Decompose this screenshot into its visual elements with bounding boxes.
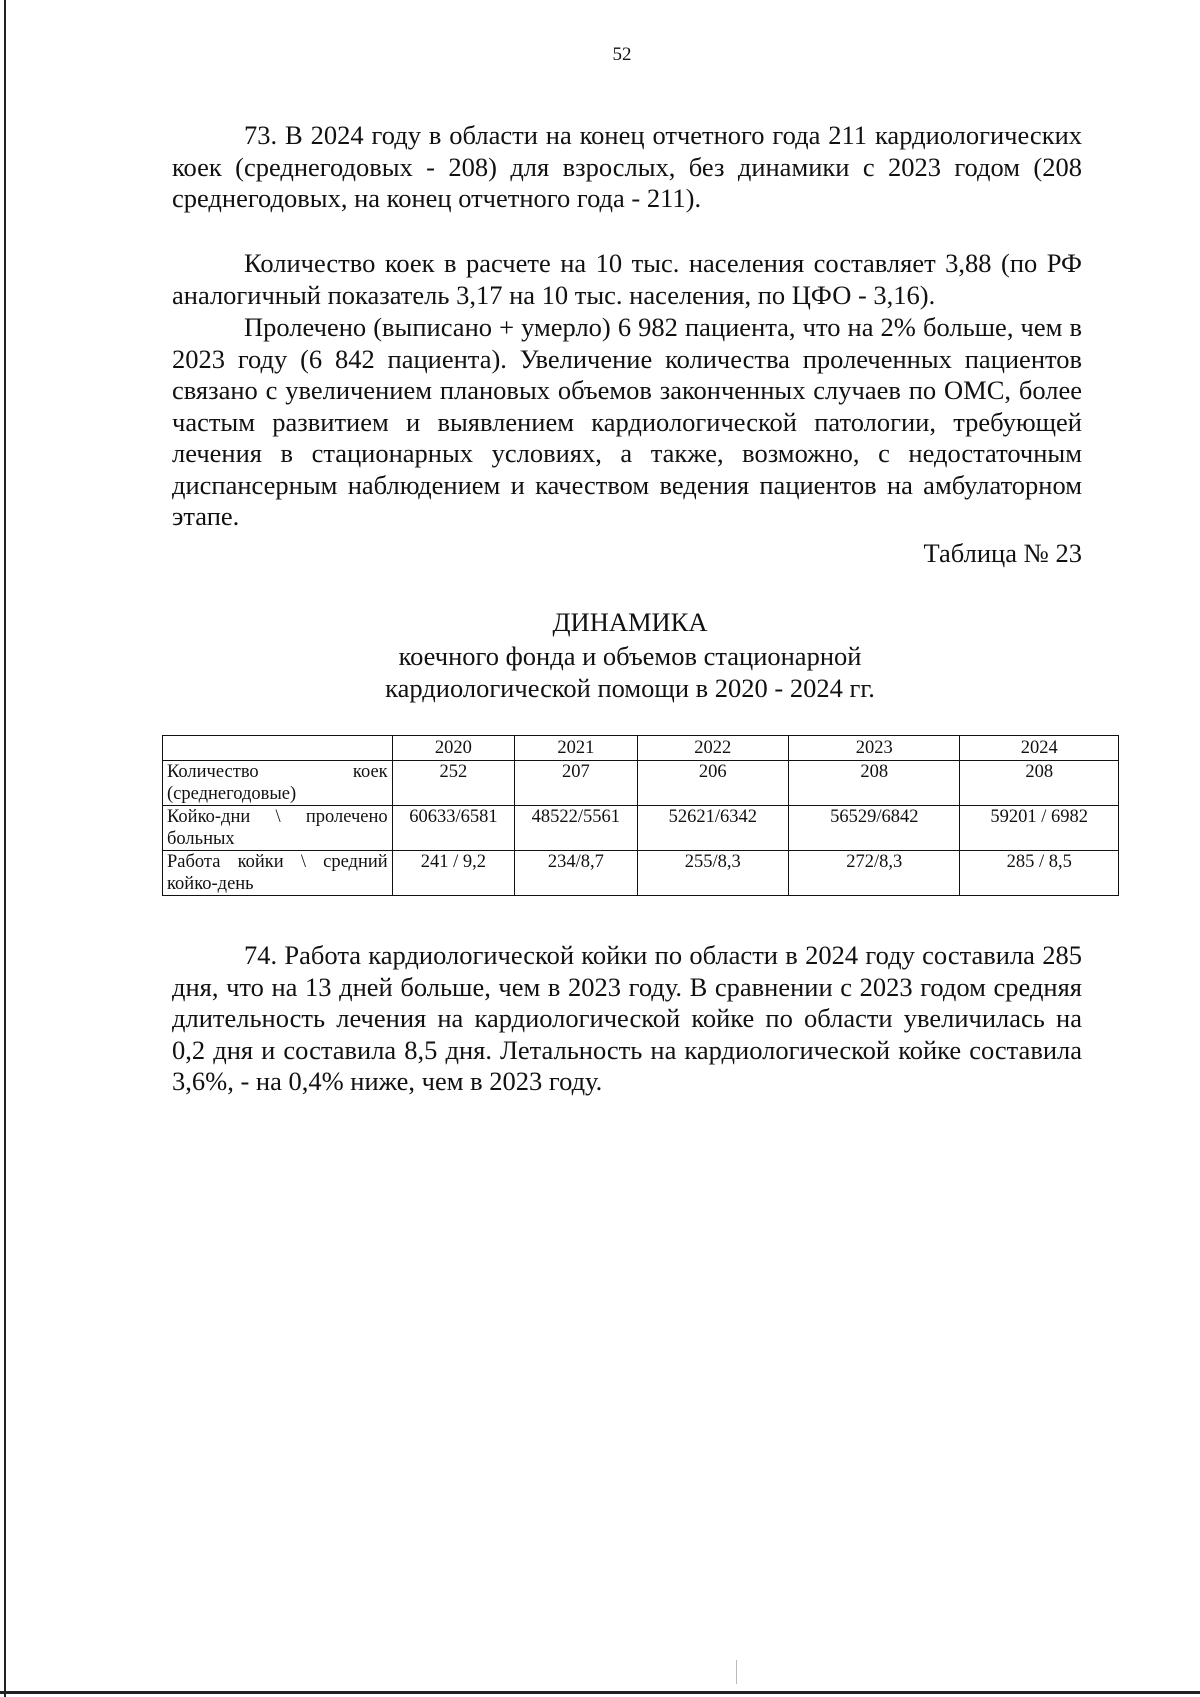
table-cell: 52621/6342 — [637, 806, 788, 851]
table-cell: 234/8,7 — [515, 851, 637, 896]
table-cell: 255/8,3 — [637, 851, 788, 896]
paragraph-beds-per-10k: Количество коек в расчете на 10 тыс. населения составляет 3,88 (по РФ аналогичный показатель 3,17 на 10 тыс. населения, по ЦФО - 3,16). — [172, 248, 1082, 310]
table-row — [163, 761, 1119, 806]
table-cell: 272/8,3 — [789, 851, 960, 896]
table-cell: 206 — [637, 761, 788, 806]
row-label-bed-work: Работа койки \ средний койко-день — [163, 851, 393, 896]
header-year-2024: 2024 — [960, 736, 1119, 761]
table-cell: 285 / 8,5 — [960, 851, 1119, 896]
table-title: ДИНАМИКА — [552, 607, 708, 637]
header-year-2020: 2020 — [392, 736, 514, 761]
scan-edge-left — [4, 0, 6, 1697]
table-cell: 59201 / 6982 — [960, 806, 1119, 851]
bed-fund-dynamics-table — [162, 735, 1119, 896]
table-cell: 207 — [515, 761, 637, 806]
paragraph-treated-patients: Пролечено (выписано + умерло) 6 982 пациента, что на 2% больше, чем в 2023 году (6 842 пациента). Увеличение количества пролеченных пациентов связано с увеличением плановых объемов законченных случаев по ОМС, более частым развитием и выявлением кардиологической патологии, требующей лечения в стационарных условиях, а также, возможно, с недостаточным диспансерным наблюдением и качеством ведения пациентов на амбулаторном этапе. — [172, 312, 1082, 531]
table-cell: 48522/5561 — [515, 806, 637, 851]
table-cell: 208 — [960, 761, 1119, 806]
scan-edge-bottom — [0, 1691, 1200, 1694]
header-year-2023: 2023 — [789, 736, 960, 761]
table-header-row — [163, 736, 1119, 761]
header-year-2022: 2022 — [637, 736, 788, 761]
table-label: Таблица № 23 — [923, 538, 1082, 568]
table-row — [163, 806, 1119, 851]
scan-speck — [736, 1660, 737, 1684]
table-subtitle-line-1: коечного фонда и объемов стационарной — [398, 641, 862, 671]
paragraph-74: 74. Работа кардиологической койки по области в 2024 году составила 285 дня, что на 13 дней больше, чем в 2023 году. В сравнении с 2023 годом средняя длительность лечения на кардиологической койке по области увеличилась на 0,2 дня и составила 8,5 дня. Летальность на кардиологической койке составила 3,6%, - на 0,4% ниже, чем в 2023 году. — [172, 940, 1082, 1096]
page-number: 52 — [612, 44, 632, 65]
row-label-bed-days: Койко-дни \ пролечено больных — [163, 806, 393, 851]
table-cell: 56529/6842 — [789, 806, 960, 851]
header-year-2021: 2021 — [515, 736, 637, 761]
row-label-bed-count: Количество коек (среднегодовые) — [163, 761, 393, 806]
table-subtitle-line-2: кардиологической помощи в 2020 - 2024 гг. — [385, 673, 875, 703]
table-cell: 241 / 9,2 — [392, 851, 514, 896]
table-cell: 60633/6581 — [392, 806, 514, 851]
table-cell: 252 — [392, 761, 514, 806]
header-corner-cell — [163, 736, 393, 761]
paragraph-73: 73. В 2024 году в области на конец отчетного года 211 кардиологических коек (среднегодовых - 208) для взрослых, без динамики с 2023 годом (208 среднегодовых, на конец отчетного года - 211). — [172, 120, 1082, 213]
table-row — [163, 851, 1119, 896]
table-cell: 208 — [789, 761, 960, 806]
